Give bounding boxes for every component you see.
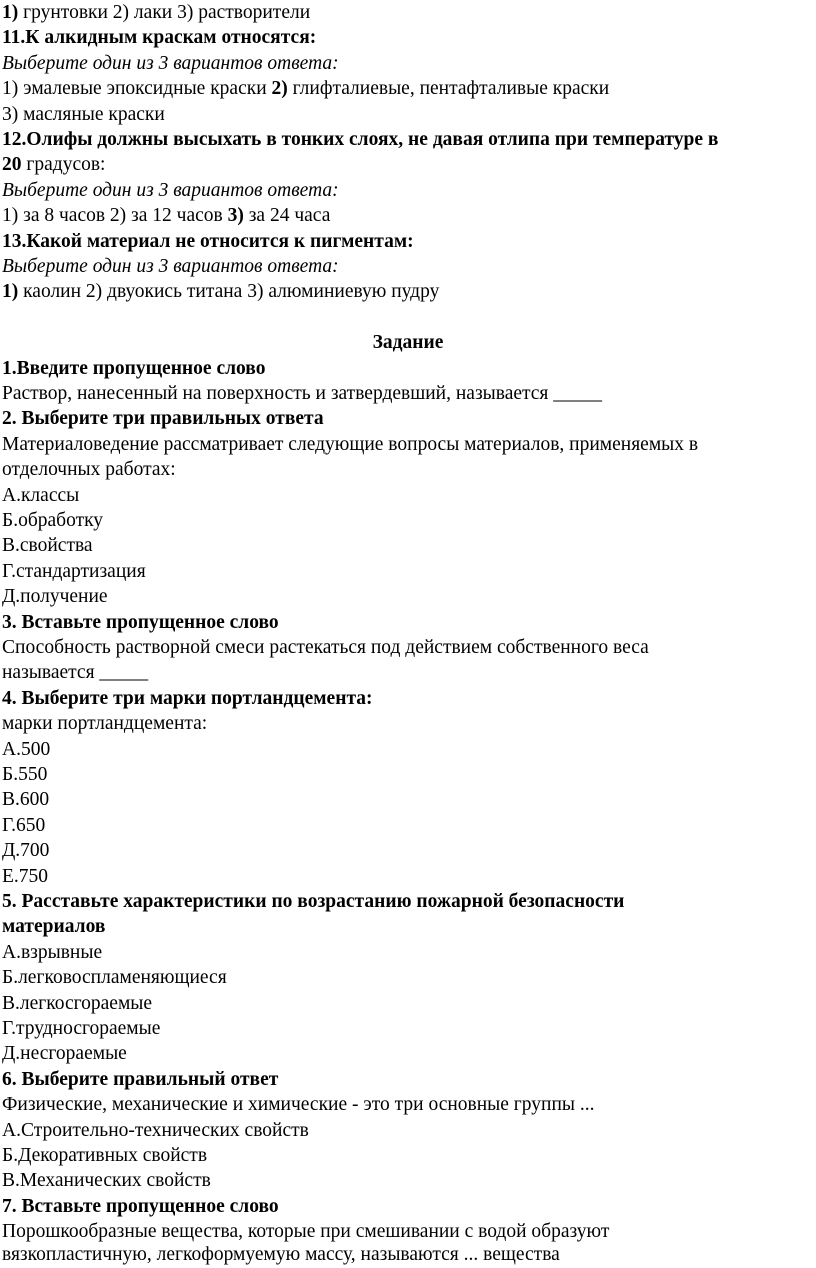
temperature-value: 20: [2, 154, 22, 176]
task-3-text-cont: называется _____: [2, 662, 149, 684]
task-4-option: Е.750: [2, 865, 49, 887]
question-12-title: 12.Олифы должны высыхать в тонких слоях, не давая отлипа при температуре в: [2, 129, 719, 150]
option-text: 1) за 8 часов 2) за 12 часов: [2, 205, 228, 227]
task-2-option: Б.обработку: [2, 510, 104, 531]
task-7-text: Порошкообразные вещества, которые при смешивании с водой образуют: [2, 1221, 610, 1243]
task-2-text-cont: отделочных работах:: [2, 459, 176, 481]
task-1-text: Раствор, нанесенный на поверхность и затвердевший, называется _____: [2, 383, 603, 404]
task-4-option: А.500: [2, 738, 51, 760]
task-6-option: А.Строительно-технических свойств: [2, 1119, 309, 1141]
task-5-option: В.легкосгораемые: [2, 992, 153, 1014]
question-12-title-cont: [2, 152, 816, 177]
task-3-text: Способность растворной смеси растекаться под действием собственного веса: [2, 637, 649, 658]
task-5-option: Г.трудносгораемые: [2, 1018, 161, 1039]
task-6-title: 6. Выберите правильный ответ: [2, 1068, 279, 1090]
task-7-title: 7. Вставьте пропущенное слово: [2, 1195, 279, 1217]
question-13-options: [2, 279, 816, 304]
option-number: 2): [271, 78, 288, 100]
task-4-title: 4. Выберите три марки портландцемента:: [2, 687, 373, 709]
option-text: глифталиевые, пентафталивые краски: [287, 78, 610, 100]
question-11-option-3: 3) масляные краски: [2, 103, 165, 125]
options-text: грунтовки 2) лаки 3) растворители: [18, 2, 311, 23]
question-11-hint: Выберите один из 3 вариантов ответа:: [2, 52, 339, 74]
task-3-title: 3. Вставьте пропущенное слово: [2, 611, 279, 633]
section-title: Задание: [372, 332, 444, 354]
task-4-option: Г.650: [2, 814, 46, 836]
task-5-option: Б.легковоспламеняющиеся: [2, 967, 227, 989]
task-4-option: Д.700: [2, 840, 50, 862]
title-rest: градусов:: [21, 154, 106, 176]
task-2-title: 2. Выберите три правильных ответа: [2, 408, 324, 430]
task-5-title: 5. Расставьте характеристики по возрастанию пожарной безопасности: [2, 891, 625, 912]
task-6-option: Б.Декоративных свойств: [2, 1145, 208, 1166]
question-13-title: 13.Какой материал не относится к пигментам:: [2, 230, 414, 252]
task-2-option: В.свойства: [2, 535, 93, 557]
task-2-option: Г.стандартизация: [2, 560, 146, 582]
option-text: 1) эмалевые эпоксидные краски: [2, 78, 272, 100]
option-number: 3): [227, 205, 244, 227]
question-12-options: [2, 203, 816, 228]
question-12-hint: Выберите один из 3 вариантов ответа:: [2, 179, 339, 201]
question-11-title: 11.К алкидным краскам относятся:: [2, 27, 317, 49]
task-5-option: А.взрывные: [2, 941, 103, 963]
question-13-hint: Выберите один из 3 вариантов ответа:: [2, 256, 339, 277]
task-1-title: 1.Введите пропущенное слово: [2, 357, 266, 379]
task-4-text: марки портландцемента:: [2, 713, 208, 735]
task-2-option: А.классы: [2, 484, 80, 506]
task-7-text-cont: вязкопластичную, легкоформуемую массу, называются ... вещества: [2, 1244, 560, 1266]
task-5-option: Д.несгораемые: [2, 1043, 127, 1065]
task-2-text: Материаловедение рассматривает следующие вопросы материалов, применяемых в: [2, 433, 699, 455]
question-11-options: [2, 76, 816, 101]
task-4-option: В.600: [2, 789, 50, 811]
options-line-q10: [2, 0, 816, 25]
task-6-option: В.Механических свойств: [2, 1170, 211, 1192]
option-number: 1): [2, 281, 19, 303]
task-4-option: Б.550: [2, 764, 48, 785]
option-text: за 24 часа: [243, 205, 331, 227]
task-5-title-cont: материалов: [2, 916, 106, 938]
option-number: 1): [2, 2, 19, 23]
task-2-option: Д.получение: [2, 586, 108, 608]
task-6-text: Физические, механические и химические - это три основные группы ...: [2, 1094, 595, 1116]
option-text: каолин 2) двуокись титана 3) алюминиевую пудру: [18, 281, 440, 303]
